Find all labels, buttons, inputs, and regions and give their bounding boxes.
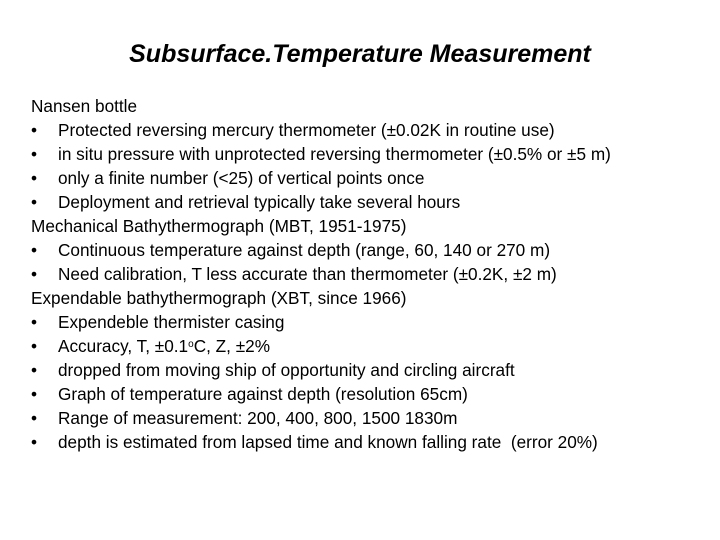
list-item-text: Graph of temperature against depth (resolution 65cm) — [58, 384, 468, 404]
list-item-text: Expendeble thermister casing — [58, 312, 285, 332]
accuracy-text: Accuracy, T, ±0.1 — [58, 336, 189, 356]
list-item — [31, 238, 701, 262]
list-item-text: in situ pressure with unprotected reversing thermometer (±0.5% or ±5 m) — [58, 144, 611, 164]
list-item-text: Need calibration, T less accurate than thermometer (±0.2K, ±2 m) — [58, 264, 557, 284]
bullet-icon: • — [31, 408, 38, 428]
bullet-icon: • — [31, 120, 38, 140]
list-item — [31, 190, 701, 214]
list-item-text: dropped from moving ship of opportunity and circling aircraft — [58, 360, 515, 380]
bullet-icon: • — [31, 240, 38, 260]
list-item-text — [58, 334, 701, 358]
bullet-icon: • — [31, 192, 38, 212]
section-heading-nansen-bottle: Nansen bottle — [31, 96, 138, 116]
list-item — [31, 406, 701, 430]
bullet-icon: • — [31, 432, 38, 452]
bullet-icon: • — [31, 312, 38, 332]
list-item-text: Range of measurement: 200, 400, 800, 1500 1830m — [58, 408, 458, 428]
list-item — [31, 334, 701, 358]
list-item-text: depth is estimated from lapsed time and known falling rate (error 20%) — [58, 432, 598, 452]
bullet-icon: • — [31, 264, 38, 284]
slide-title: Subsurface.Temperature Measurement — [129, 40, 591, 68]
list-item — [31, 382, 701, 406]
list-item-text: Continuous temperature against depth (range, 60, 140 or 270 m) — [58, 240, 551, 260]
list-item — [31, 430, 701, 454]
list-item — [31, 310, 701, 334]
list-item-text: Protected reversing mercury thermometer (±0.02K in routine use) — [58, 120, 555, 140]
bullet-icon: • — [31, 144, 38, 164]
list-item — [31, 142, 701, 166]
bullet-icon: • — [31, 384, 38, 404]
degree-mark: o — [188, 339, 194, 350]
list-item — [31, 358, 701, 382]
list-item — [31, 262, 701, 286]
bullet-icon: • — [31, 168, 38, 188]
section-heading-mbt: Mechanical Bathythermograph (MBT, 1951-1975) — [31, 216, 407, 236]
bullet-icon: • — [31, 336, 38, 356]
list-item-text: only a finite number (<25) of vertical points once — [58, 168, 425, 188]
accuracy-suffix: C, Z, ±2% — [193, 336, 270, 356]
list-item-text: Deployment and retrieval typically take several hours — [58, 192, 461, 212]
slide-body — [31, 94, 701, 454]
list-item — [31, 118, 701, 142]
bullet-icon: • — [31, 360, 38, 380]
section-heading-xbt: Expendable bathythermograph (XBT, since 1966) — [31, 288, 407, 308]
list-item — [31, 166, 701, 190]
